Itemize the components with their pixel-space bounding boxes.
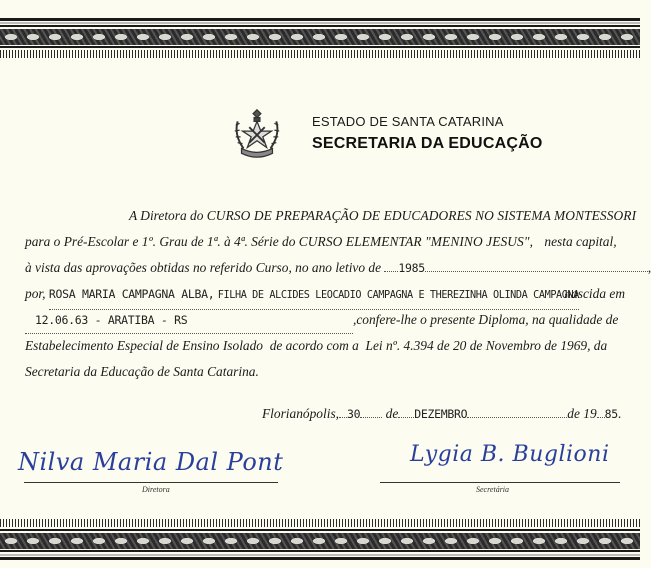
intro-text: A Diretora do	[129, 208, 204, 223]
approval-text: à vista das aprovações obtidas no referido Curso, no ano letivo de	[25, 260, 382, 275]
de-text: de	[385, 406, 399, 421]
century-text: de 19	[567, 406, 597, 421]
city: Florianópolis,	[262, 406, 340, 421]
body-line-2	[25, 229, 625, 255]
secretaria-text: Secretaria da Educação de Santa Catarina.	[25, 364, 259, 379]
body-line-3	[25, 255, 651, 281]
top-decorative-border	[0, 14, 640, 62]
por-text: por,	[25, 286, 46, 301]
school-year-field: 1985	[398, 261, 425, 275]
coat-of-arms-icon	[228, 104, 286, 162]
day-field: 30	[347, 407, 361, 421]
period: .	[617, 406, 622, 421]
student-name-field: ROSA MARIA CAMPAGNA ALBA,	[48, 287, 215, 301]
state-name: ESTADO DE SANTA CATARINA	[312, 113, 504, 129]
body-line-5	[25, 307, 625, 333]
document-header	[228, 104, 542, 162]
born-text: nascida em	[564, 286, 625, 301]
body-line-1	[25, 203, 637, 229]
secretary-signature-line	[380, 482, 620, 483]
bottom-decorative-border	[0, 515, 640, 563]
capital-text: nesta capital,	[544, 234, 617, 249]
comma: ,	[647, 260, 651, 275]
diploma-body	[25, 203, 651, 385]
secretary-title: Secretária	[476, 485, 510, 494]
date-line	[262, 406, 621, 422]
confers-text: ,confere-lhe o presente Diploma, na qualidade de	[353, 312, 619, 327]
department-name: SECRETARIA DA EDUCAÇÃO	[312, 134, 543, 152]
body-line-4	[25, 281, 625, 307]
director-signature: Nilva Maria Dal Pont	[18, 448, 284, 476]
legal-text: Estabelecimento Especial de Ensino Isolado de acordo com a Lei nº. 4.394 de 20 de Novembro de 1969, da	[25, 338, 608, 353]
month-field: DEZEMBRO	[414, 407, 468, 421]
parents-field: FILHA DE ALCIDES LEOCADIO CAMPAGNA E THEREZINHA OLINDA CAMPAGNA	[217, 290, 579, 301]
director-title: Diretora	[142, 485, 170, 494]
body-line-6	[25, 333, 625, 359]
school-name: CURSO ELEMENTAR "MENINO JESUS",	[298, 234, 534, 249]
birth-field: 12.06.63 - ARATIBA - RS	[35, 313, 188, 327]
signature-area	[0, 440, 640, 510]
director-signature-line	[24, 482, 278, 483]
body-line-7	[25, 359, 625, 385]
year-field: 85	[604, 407, 618, 421]
secretary-signature: Lygia B. Buglioni	[410, 442, 610, 467]
course-name: CURSO DE PREPARAÇÃO DE EDUCADORES NO SISTEMA MONTESSORI	[206, 208, 637, 223]
grade-text: para o Pré-Escolar e 1º. Grau de 1ª. à 4ª. Série do	[25, 234, 296, 249]
